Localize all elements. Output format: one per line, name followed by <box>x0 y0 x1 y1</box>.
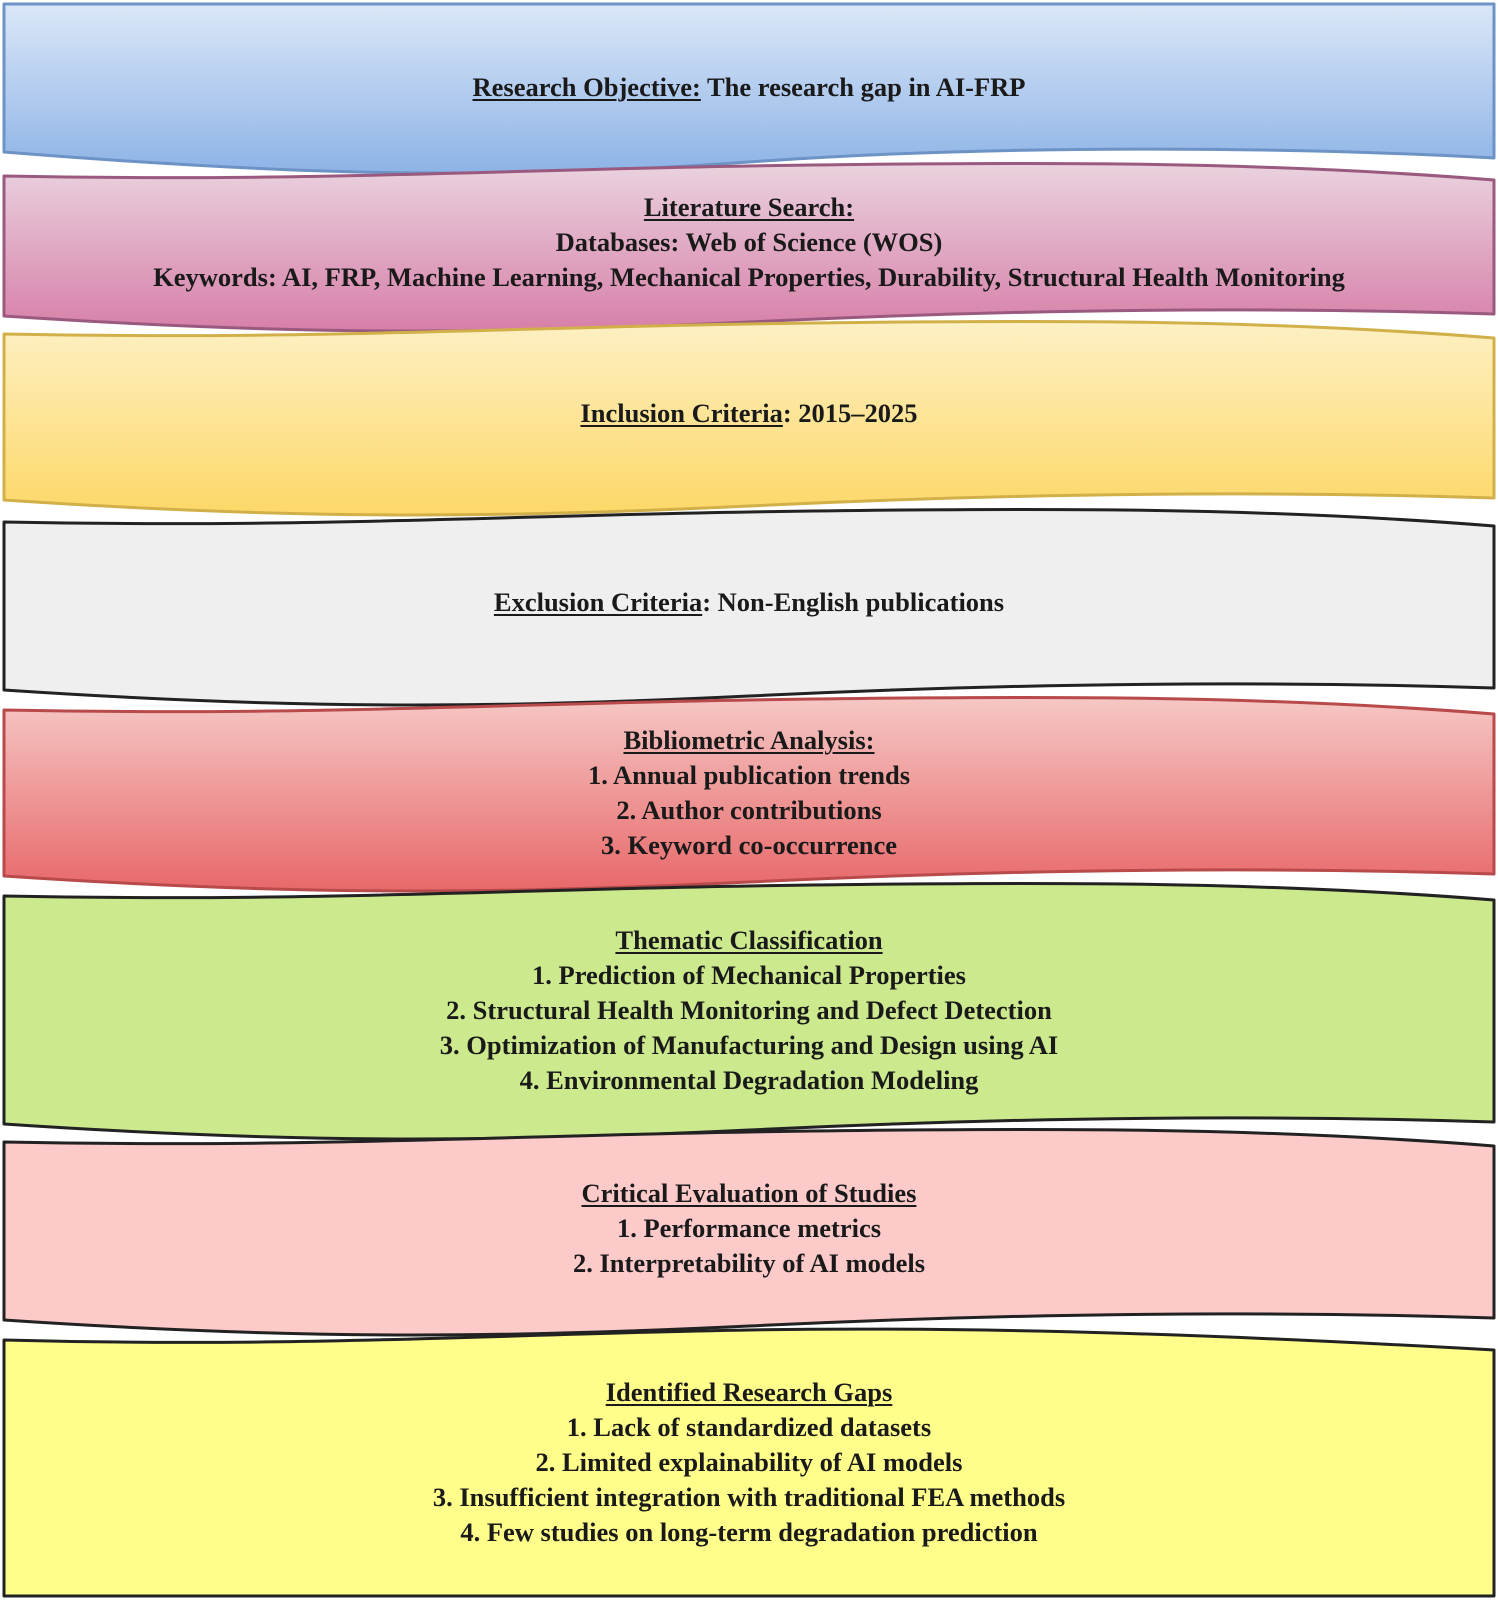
stage-line: 2. Interpretability of AI models <box>572 1248 926 1278</box>
stage-line: 1. Lack of standardized datasets <box>566 1412 932 1442</box>
stage-heading: Critical Evaluation of Studies <box>581 1178 917 1208</box>
stage-line: 3. Optimization of Manufacturing and Design using AI <box>439 1030 1059 1060</box>
stage-line: Keywords: AI, FRP, Machine Learning, Mechanical Properties, Durability, Structural Health Monitoring <box>153 262 1345 292</box>
stage-heading: Exclusion Criteria <box>493 587 703 617</box>
stage-literature-search <box>0 190 1498 295</box>
stage-critical-evaluation <box>0 1176 1498 1281</box>
stage-inline-text: The research gap in AI-FRP <box>700 72 1026 102</box>
stage-line: 1. Prediction of Mechanical Properties <box>532 960 966 990</box>
stage-heading: Inclusion Criteria <box>580 398 783 428</box>
stage-research-gaps <box>0 1375 1498 1550</box>
stage-heading: Literature Search: <box>643 192 855 222</box>
stage-title-line <box>0 70 1498 105</box>
stage-title-line <box>0 585 1498 620</box>
stage-line: 3. Keyword co-occurrence <box>600 830 898 860</box>
stage-line: 4. Environmental Degradation Modeling <box>519 1065 979 1095</box>
stage-line: Databases: Web of Science (WOS) <box>555 227 943 257</box>
stage-heading: Thematic Classification <box>615 925 883 955</box>
stage-research-objective <box>0 70 1498 105</box>
stage-exclusion-criteria <box>0 585 1498 620</box>
stage-line: 2. Author contributions <box>616 795 882 825</box>
stage-line: 1. Annual publication trends <box>587 760 911 790</box>
stage-heading: Bibliometric Analysis: <box>623 725 875 755</box>
stage-inline-text: : Non-English publications <box>702 587 1005 617</box>
stage-heading: Identified Research Gaps <box>605 1377 893 1407</box>
stage-line: 4. Few studies on long-term degradation prediction <box>460 1517 1038 1547</box>
stage-inclusion-criteria <box>0 396 1498 431</box>
stage-line: 2. Structural Health Monitoring and Defect Detection <box>446 995 1052 1025</box>
stage-inline-text: : 2015–2025 <box>782 398 918 428</box>
stage-line: 3. Insufficient integration with traditional FEA methods <box>432 1482 1066 1512</box>
stage-line: 1. Performance metrics <box>616 1213 882 1243</box>
stage-thematic-classification <box>0 923 1498 1098</box>
stage-heading: Research Objective: <box>472 72 701 102</box>
stage-line: 2. Limited explainability of AI models <box>535 1447 963 1477</box>
stage-bibliometric-analysis <box>0 723 1498 863</box>
stage-title-line <box>0 396 1498 431</box>
